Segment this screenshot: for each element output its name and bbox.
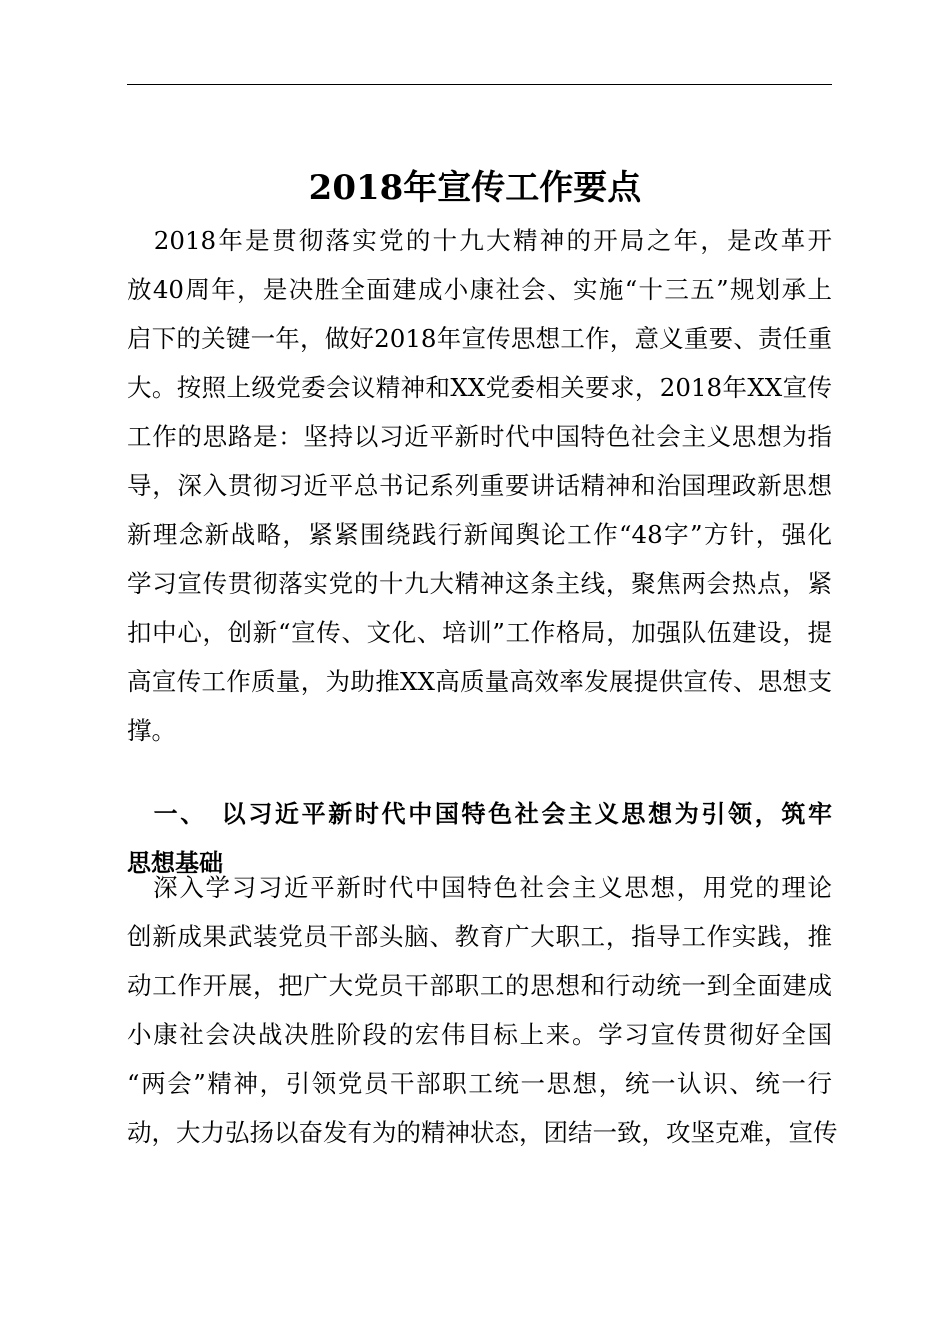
paragraph-line: 撑。	[127, 716, 176, 745]
paragraph-line: 高宣传工作质量，为助推XX高质量高效率发展提供宣传、思想支	[127, 667, 832, 696]
paragraph-line: 新理念新战略，紧紧围绕践行新闻舆论工作“48字”方针，强化	[127, 520, 832, 549]
paragraph-line: “两会”精神，引领党员干部职工统一思想，统一认识、统一行	[127, 1069, 832, 1098]
paragraph-line: 创新成果武装党员干部头脑、教育广大职工，指导工作实践，推	[127, 922, 832, 951]
header-rule	[127, 84, 832, 85]
paragraph-line: 2018年是贯彻落实党的十九大精神的开局之年，是改革开	[127, 226, 832, 255]
paragraph-line: 启下的关键一年，做好2018年宣传思想工作，意义重要、责任重	[127, 324, 832, 353]
document-title: 2018年宣传工作要点	[308, 168, 642, 208]
paragraph-line: 动，大力弘扬以奋发有为的精神状态，团结一致，攻坚克难，宣传	[127, 1118, 838, 1147]
intro-paragraph	[127, 216, 832, 755]
heading-line: 思想基础	[127, 849, 223, 877]
paragraph-line: 深入学习习近平新时代中国特色社会主义思想，用党的理论	[127, 873, 832, 902]
paragraph-line: 放40周年，是决胜全面建成小康社会、实施“十三五”规划承上	[127, 275, 832, 304]
paragraph-line: 小康社会决战决胜阶段的宏伟目标上来。学习宣传贯彻好全国	[127, 1020, 832, 1049]
section-paragraph	[127, 863, 838, 1157]
paragraph-line: 导，深入贯彻习近平总书记系列重要讲话精神和治国理政新思想	[127, 471, 832, 500]
paragraph-line: 动工作开展，把广大党员干部职工的思想和行动统一到全面建成	[127, 971, 832, 1000]
paragraph-line: 扣中心，创新“宣传、文化、培训”工作格局，加强队伍建设，提	[127, 618, 832, 647]
paragraph-line: 学习宣传贯彻落实党的十九大精神这条主线，聚焦两会热点，紧	[127, 569, 832, 598]
heading-line: 一、 以习近平新时代中国特色社会主义思想为引领，筑牢	[127, 800, 832, 828]
paragraph-line: 工作的思路是：坚持以习近平新时代中国特色社会主义思想为指	[127, 422, 832, 451]
paragraph-line: 大。按照上级党委会议精神和XX党委相关要求，2018年XX宣传	[127, 373, 832, 402]
